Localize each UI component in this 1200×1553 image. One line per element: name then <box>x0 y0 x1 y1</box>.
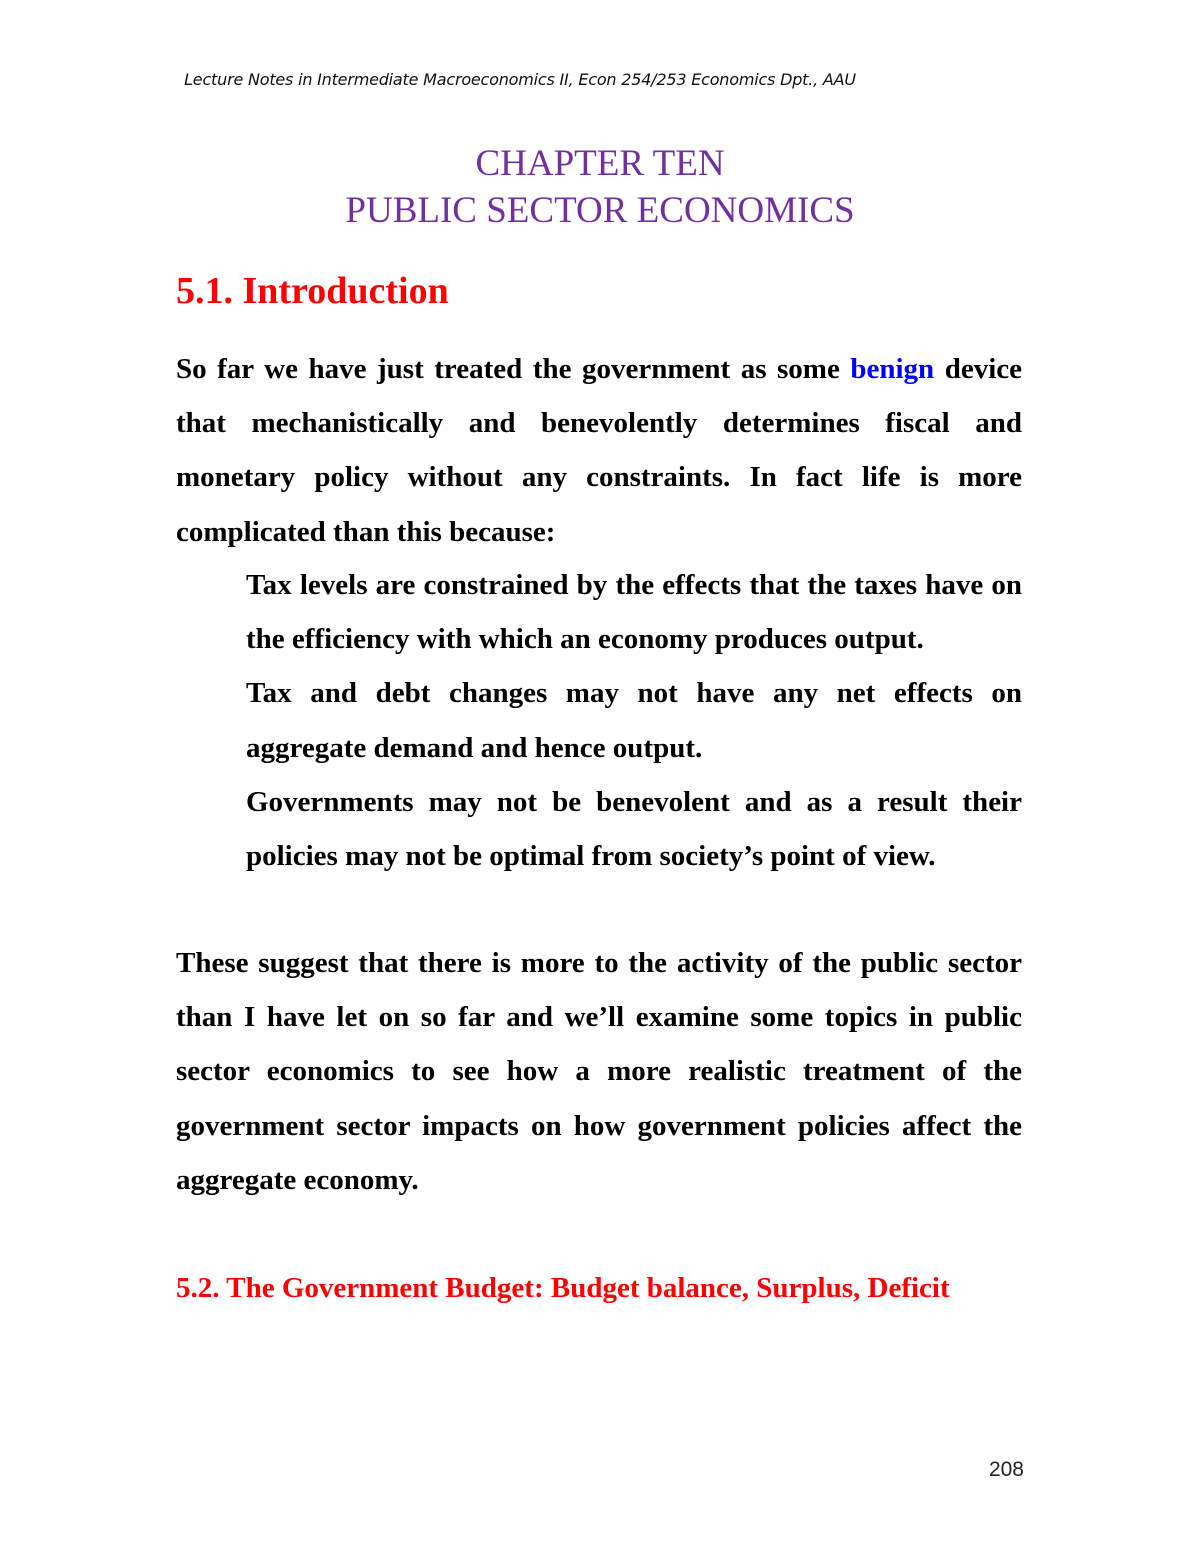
running-header: Lecture Notes in Intermediate Macroeconomics II, Econ 254/253 Economics Dpt., AAU <box>184 70 856 89</box>
constraint-list <box>246 558 1022 883</box>
chapter-title <box>0 140 1200 234</box>
chapter-number: CHAPTER TEN <box>475 143 725 184</box>
conclusion-paragraph: These suggest that there is more to the activity of the public sector than I have let on so far and we’ll examine some topics in public sector economics to see how a more realistic treatment of the government sector impacts on how government policies affect the aggregate economy. <box>176 947 1022 1196</box>
intro-paragraph <box>176 342 1022 559</box>
highlighted-word: benign <box>850 353 935 385</box>
list-item: Tax and debt changes may not have any net effects on aggregate demand and hence output. <box>246 677 1022 764</box>
intro-text-start: So far we have just treated the government as some <box>176 353 851 385</box>
page-number: 208 <box>988 1458 1024 1481</box>
section-heading-introduction: 5.1. Introduction <box>176 270 449 312</box>
list-item: Tax levels are constrained by the effects that the taxes have on the efficiency with which an economy produces output. <box>246 569 1022 656</box>
list-item: Governments may not be benevolent and as a result their policies may not be optimal from society’s point of view. <box>246 785 1022 873</box>
section-heading-government-budget: 5.2. The Government Budget: Budget balance, Surplus, Deficit <box>176 1272 950 1304</box>
chapter-name: PUBLIC SECTOR ECONOMICS <box>345 190 855 231</box>
intro-text-end: device that mechanistically and benevolently determines fiscal and monetary policy without any constraints. In fact life is more complicated than this because: <box>176 353 1022 548</box>
